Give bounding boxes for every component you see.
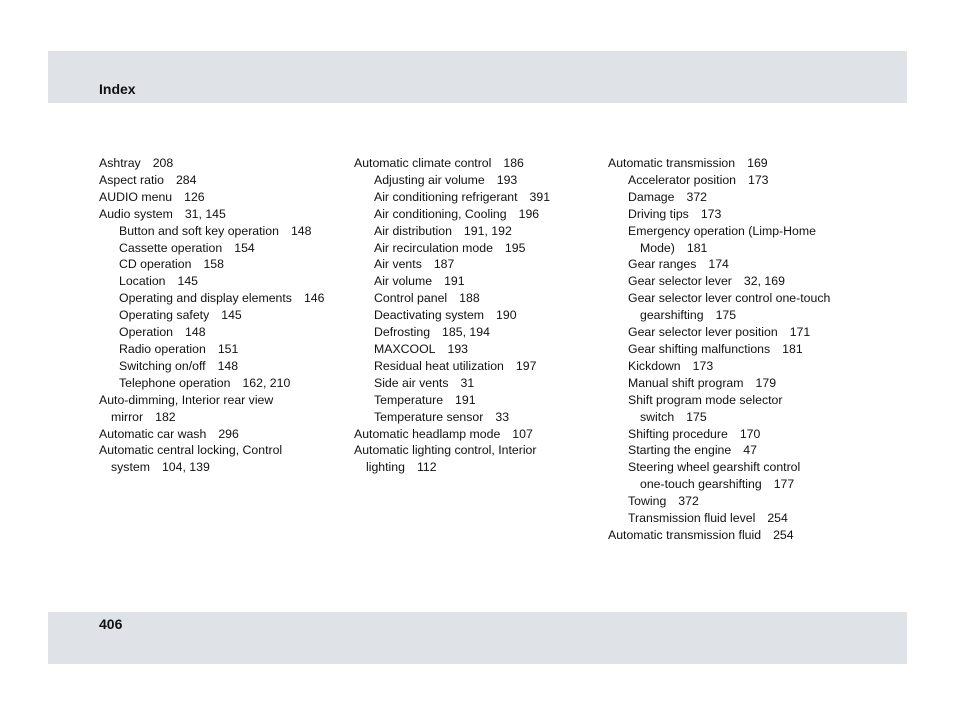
index-entry-text: [628, 442, 898, 459]
index-subentry: [608, 459, 898, 493]
index-term: Gear shifting malfunctions: [628, 341, 771, 356]
index-subentry: [99, 256, 344, 273]
index-entry: [99, 442, 344, 476]
index-page-ref: 47: [743, 443, 757, 458]
index-entry-text: [354, 426, 599, 443]
index-entry: [608, 527, 898, 544]
index-entry-text: [119, 307, 344, 324]
index-entry-text: [374, 324, 599, 341]
index-subentry: [608, 324, 898, 341]
index-page-ref: 154: [234, 240, 255, 255]
index-page-ref: 158: [203, 257, 224, 272]
index-subentry: [99, 358, 344, 375]
index-entry-text: [628, 324, 898, 341]
index-subentry: [608, 206, 898, 223]
index-entry-text: [374, 375, 599, 392]
index-entry-text: Emergency operation (Limp-Home: [628, 223, 816, 238]
index-page-ref: 174: [708, 257, 729, 272]
index-page-ref: 191, 192: [463, 223, 512, 238]
index-entry: [608, 155, 898, 172]
index-entry-text: [119, 324, 344, 341]
index-page-ref: 187: [433, 257, 455, 272]
index-subentry: [608, 392, 898, 426]
index-entry-text: [99, 459, 344, 476]
index-page-ref: 182: [155, 409, 176, 424]
index-term: Mode): [640, 240, 675, 255]
index-term: Defrosting: [374, 325, 431, 340]
index-term: Automatic transmission fluid: [608, 527, 762, 542]
index-page-ref: 185, 194: [442, 325, 490, 340]
index-page-ref: 175: [686, 409, 707, 424]
index-entry-text: [354, 459, 599, 476]
index-page-ref: 284: [175, 172, 197, 187]
index-subentry: [608, 172, 898, 189]
index-entry-text: [99, 426, 344, 443]
index-entry-text: [119, 273, 344, 290]
index-entry-text: [628, 273, 898, 290]
index-subentry: [354, 290, 599, 307]
index-subentry: [608, 442, 898, 459]
index-subentry: [99, 223, 344, 240]
index-term: Air recirculation mode: [374, 240, 493, 255]
index-subentry: [608, 358, 898, 375]
index-subentry: [608, 341, 898, 358]
index-entry-text: [99, 409, 344, 426]
index-page-ref: 126: [184, 189, 205, 204]
index-page-ref: 177: [773, 477, 795, 492]
page-number: 406: [99, 616, 123, 632]
index-subentry: [99, 307, 344, 324]
header-band: [48, 51, 907, 103]
index-entry-text: [119, 358, 344, 375]
index-entry: [354, 442, 599, 476]
index-subentry: [608, 290, 898, 324]
index-term: Transmission fluid level: [628, 511, 756, 526]
index-term: Temperature: [374, 392, 444, 407]
index-term: AUDIO menu: [99, 189, 173, 204]
index-subentry: [354, 307, 599, 324]
index-page-ref: 145: [177, 274, 199, 289]
index-term: Starting the engine: [628, 443, 732, 458]
index-subentry: [608, 273, 898, 290]
index-term: Temperature sensor: [374, 409, 484, 424]
index-term: Button and soft key operation: [119, 223, 279, 238]
index-entry-text: [374, 307, 599, 324]
index-term: Manual shift program: [628, 375, 744, 390]
index-entry-text: Gear selector lever control one-touch: [628, 291, 831, 306]
index-page-ref: 181: [782, 341, 803, 356]
index-page-ref: 254: [767, 511, 788, 526]
index-page-ref: 169: [747, 156, 768, 170]
index-entry-text: [374, 341, 599, 358]
index-term: system: [111, 460, 150, 475]
index-term: Air conditioning, Cooling: [374, 206, 507, 221]
index-subentry: [354, 341, 599, 358]
index-subentry: [99, 375, 344, 392]
index-entry-text: [119, 375, 344, 392]
index-entry-text: [119, 240, 344, 257]
index-subentry: [99, 290, 344, 307]
index-page-ref: 33: [495, 409, 510, 424]
index-entry-text: [354, 155, 599, 172]
index-page-ref: 107: [512, 426, 533, 441]
index-column-2: [354, 155, 599, 476]
index-term: Radio operation: [119, 341, 206, 356]
index-entry-text: [374, 290, 599, 307]
index-entry-text: [99, 206, 344, 223]
index-term: switch: [640, 409, 675, 424]
index-entry-text: [99, 189, 344, 206]
index-page-ref: 195: [504, 240, 526, 255]
index-page-ref: 188: [459, 291, 480, 306]
index-subentry: [99, 240, 344, 257]
index-entry-text: Automatic lighting control, Interior: [354, 443, 537, 458]
index-page-ref: 32, 169: [743, 274, 785, 289]
index-page-ref: 179: [755, 375, 777, 390]
index-entry-text: [374, 273, 599, 290]
index-subentry: [354, 223, 599, 240]
index-subentry: [354, 324, 599, 341]
index-term: Air volume: [374, 274, 433, 289]
index-page-ref: 145: [221, 308, 242, 323]
index-term: Control panel: [374, 291, 448, 306]
index-term: Deactivating system: [374, 308, 485, 323]
index-subentry: [608, 426, 898, 443]
index-term: lighting: [366, 460, 405, 475]
index-term: Operating and display elements: [119, 291, 292, 306]
index-page-ref: 146: [303, 291, 325, 306]
index-subentry: [608, 493, 898, 510]
index-subentry: [99, 273, 344, 290]
index-subentry: [608, 256, 898, 273]
index-entry: [99, 392, 344, 426]
index-term: Automatic climate control: [354, 156, 492, 170]
index-term: Accelerator position: [628, 172, 736, 187]
index-entry-text: Auto-dimming, Interior rear view: [99, 392, 274, 407]
index-subentry: [99, 324, 344, 341]
index-entry-text: [374, 223, 599, 240]
index-subentry: [354, 273, 599, 290]
index-entry-text: Shift program mode selector: [628, 392, 783, 407]
index-term: Air vents: [374, 257, 422, 272]
index-subentry: [608, 223, 898, 257]
index-term: Automatic headlamp mode: [354, 426, 501, 441]
index-column-1: [99, 155, 344, 476]
index-page-ref: 171: [789, 325, 811, 340]
index-term: Switching on/off: [119, 358, 206, 373]
index-page-ref: 193: [496, 172, 518, 187]
index-entry-text: [628, 375, 898, 392]
index-subentry: [608, 189, 898, 206]
index-entry-text: [608, 527, 898, 544]
index-entry-text: [628, 256, 898, 273]
index-term: Location: [119, 274, 166, 289]
index-term: Kickdown: [628, 358, 681, 373]
index-entry-text: [374, 392, 599, 409]
index-page-ref: 148: [185, 325, 206, 340]
index-page-ref: 372: [678, 494, 699, 509]
index-term: Ashtray: [99, 156, 141, 170]
index-entry-text: [628, 240, 898, 257]
index-subentry: [354, 206, 599, 223]
index-page-ref: 151: [217, 341, 239, 356]
index-term: Driving tips: [628, 206, 689, 221]
index-term: Telephone operation: [119, 375, 231, 390]
index-subentry: [354, 375, 599, 392]
index-entry-text: Steering wheel gearshift control: [628, 460, 801, 475]
index-page-ref: 112: [416, 460, 437, 475]
index-page-ref: 148: [290, 223, 312, 238]
index-page-ref: 31: [460, 375, 475, 390]
index-entry: [99, 155, 344, 172]
index-entry-text: [374, 172, 599, 189]
index-entry: [354, 426, 599, 443]
index-term: Gear ranges: [628, 257, 697, 272]
index-entry-text: [628, 426, 898, 443]
index-term: Cassette operation: [119, 240, 223, 255]
section-title: Index: [99, 81, 136, 97]
index-term: Audio system: [99, 206, 173, 221]
index-entry-text: [374, 256, 599, 273]
index-term: Gear selector lever position: [628, 325, 778, 340]
index-entry: [99, 172, 344, 189]
index-page-ref: 254: [773, 527, 794, 542]
index-term: mirror: [111, 409, 144, 424]
index-term: Side air vents: [374, 375, 449, 390]
index-page-ref: 173: [700, 206, 722, 221]
index-subentry: [608, 375, 898, 392]
index-subentry: [354, 409, 599, 426]
index-subentry: [354, 358, 599, 375]
index-page-ref: 181: [686, 240, 708, 255]
index-entry-text: [374, 240, 599, 257]
index-entry-text: [99, 172, 344, 189]
index-entry-text: [628, 409, 898, 426]
index-page-ref: 391: [529, 189, 551, 204]
index-entry-text: [374, 189, 599, 206]
index-entry-text: [628, 358, 898, 375]
index-page-ref: 170: [739, 426, 761, 441]
index-entry-text: [628, 206, 898, 223]
index-entry-text: [628, 189, 898, 206]
index-entry: [354, 155, 599, 172]
index-page-ref: 191: [444, 274, 465, 289]
index-page-ref: 372: [686, 189, 708, 204]
index-entry: [99, 206, 344, 223]
footer-band: [48, 612, 907, 664]
index-entry-text: [628, 510, 898, 527]
index-page-ref: 196: [518, 206, 540, 221]
index-term: Damage: [628, 189, 675, 204]
index-term: Aspect ratio: [99, 172, 164, 187]
index-page-ref: 31, 145: [184, 206, 226, 221]
index-entry-text: Automatic central locking, Control: [99, 443, 283, 458]
index-term: Adjusting air volume: [374, 172, 485, 187]
index-entry: [99, 426, 344, 443]
index-page-ref: 186: [503, 156, 524, 170]
index-term: Air conditioning refrigerant: [374, 189, 518, 204]
index-entry-text: [119, 290, 344, 307]
index-page-ref: 193: [447, 341, 469, 356]
index-term: MAXCOOL: [374, 341, 436, 356]
index-page-ref: 208: [152, 156, 174, 170]
index-entry: [99, 189, 344, 206]
index-page-ref: 191: [455, 392, 476, 407]
index-page-ref: 190: [496, 308, 517, 323]
index-page-ref: 162, 210: [242, 375, 291, 390]
index-subentry: [354, 240, 599, 257]
index-subentry: [354, 189, 599, 206]
index-entry-text: [99, 155, 344, 172]
index-subentry: [354, 256, 599, 273]
index-term: Gear selector lever: [628, 274, 732, 289]
index-page-ref: 148: [217, 358, 239, 373]
index-page-ref: 197: [515, 358, 537, 373]
index-term: one-touch gearshifting: [640, 477, 762, 492]
index-subentry: [354, 392, 599, 409]
index-entry-text: [119, 341, 344, 358]
index-page-ref: 173: [692, 358, 714, 373]
index-entry-text: [374, 206, 599, 223]
index-entry-text: [628, 172, 898, 189]
index-column-3: [608, 155, 898, 544]
index-term: gearshifting: [640, 308, 704, 323]
index-term: Towing: [628, 494, 667, 509]
index-term: Operating safety: [119, 308, 210, 323]
index-subentry: [608, 510, 898, 527]
index-term: Shifting procedure: [628, 426, 728, 441]
index-page-ref: 296: [218, 426, 239, 441]
index-page-ref: 104, 139: [161, 460, 210, 475]
index-page-ref: 175: [715, 308, 737, 323]
index-term: Residual heat utilization: [374, 358, 504, 373]
index-entry-text: [628, 476, 898, 493]
index-subentry: [354, 172, 599, 189]
index-term: Operation: [119, 325, 174, 340]
index-subentry: [99, 341, 344, 358]
index-entry-text: [374, 409, 599, 426]
index-entry-text: [119, 256, 344, 273]
index-page-ref: 173: [748, 172, 769, 187]
index-term: Air distribution: [374, 223, 452, 238]
index-entry-text: [608, 155, 898, 172]
index-term: Automatic car wash: [99, 426, 207, 441]
index-entry-text: [119, 223, 344, 240]
index-entry-text: [628, 307, 898, 324]
index-entry-text: [628, 341, 898, 358]
index-entry-text: [628, 493, 898, 510]
index-entry-text: [374, 358, 599, 375]
index-term: Automatic transmission: [608, 156, 736, 170]
index-term: CD operation: [119, 257, 192, 272]
